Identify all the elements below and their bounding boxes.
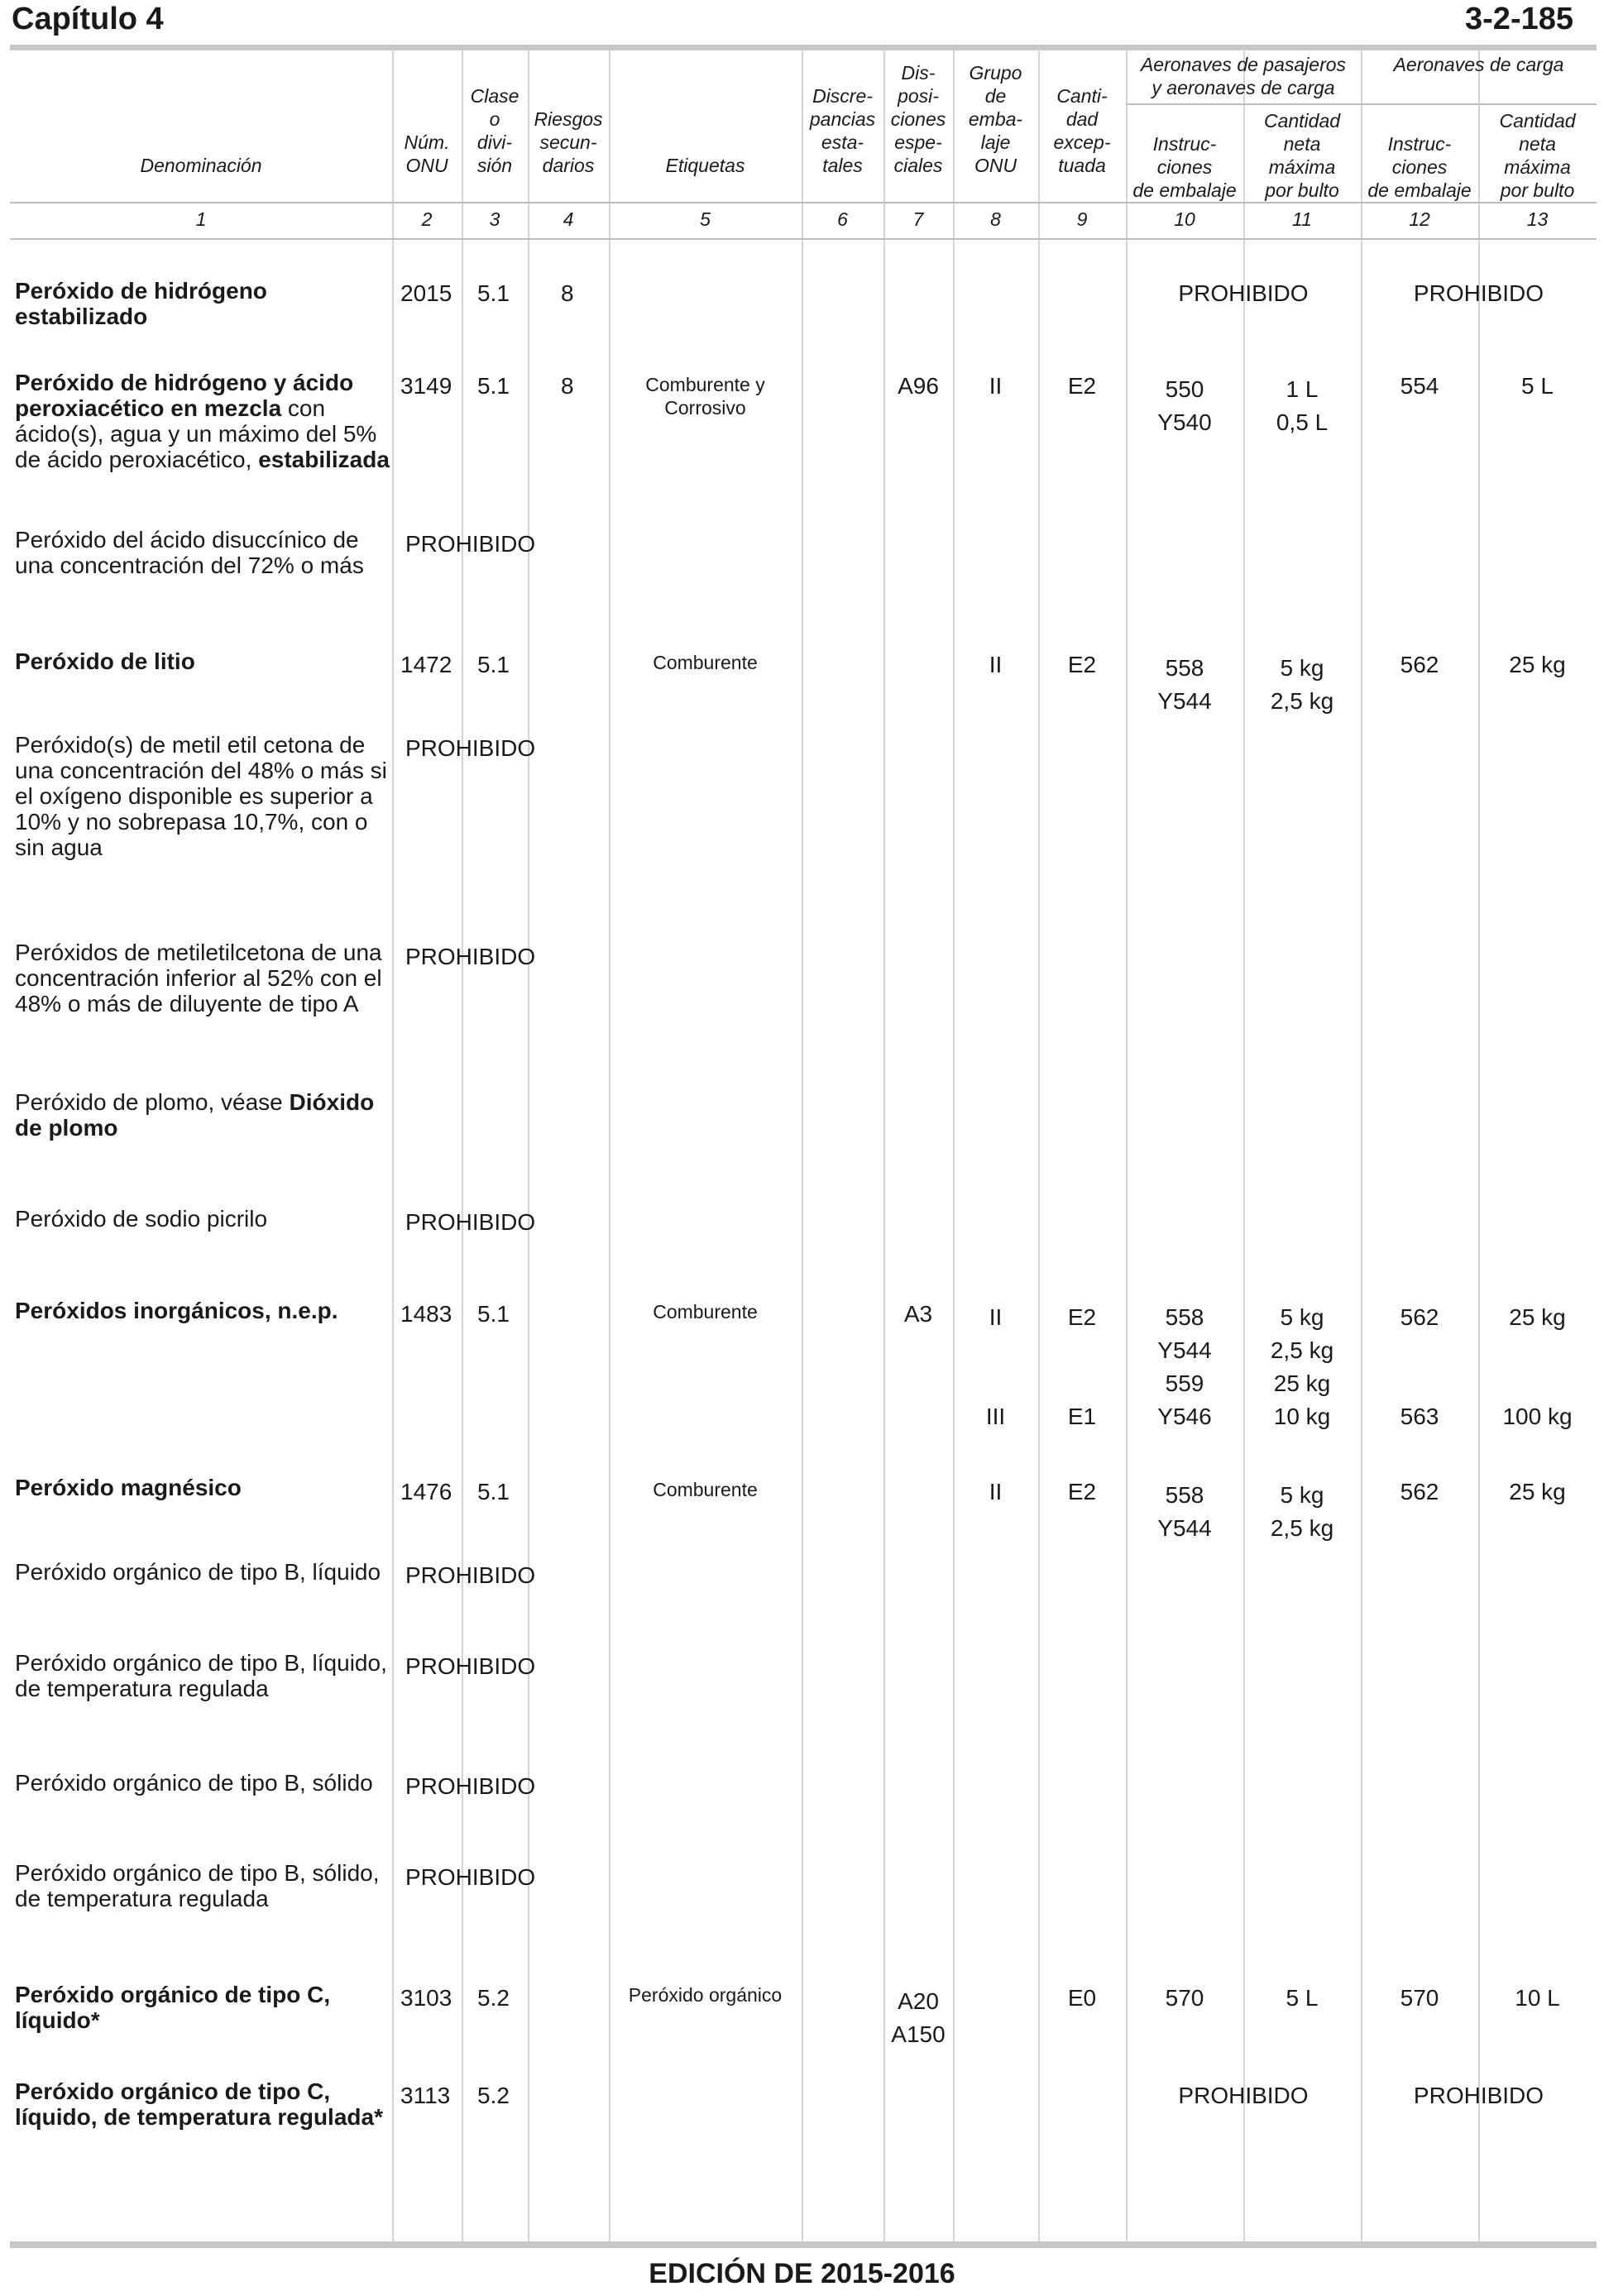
cargo-status: PROHIBIDO [1413, 2083, 1544, 2108]
entry-name: Peróxido del ácido disuccínico de una concentración del 72% o más [15, 527, 364, 578]
header-cargo-aircraft: Aeronaves de carga [1393, 54, 1564, 75]
entry-name: Peróxido orgánico de tipo B, líquido, de temperatura regulada [15, 1650, 387, 1701]
col-divider [392, 50, 394, 2243]
max-net-quantity: 5 kg 2,5 kg 25 kg 10 kg [1270, 1304, 1334, 1429]
subsidiary-risk: 8 [561, 373, 574, 399]
column-number: 6 [837, 208, 848, 230]
header-class: Clase o divi- sión [470, 85, 520, 176]
entry-name: Peróxido(s) de metil etil cetona de una concentración del 48% o más si el oxígeno disponible es superior a 10% y no sobrepasa 10,7%, con o sin agua [15, 732, 387, 860]
bottom-rule [10, 2241, 1597, 2248]
packing-instruction: 558 Y544 559 Y546 [1157, 1304, 1212, 1429]
column-number: 5 [700, 208, 711, 230]
top-rule [10, 45, 1597, 50]
entry-name-bold-end: estabilizada [258, 447, 390, 472]
subsidiary-risk: 8 [561, 280, 574, 306]
entry-name [15, 370, 390, 472]
max-net-quantity: 1 L 0,5 L [1276, 376, 1329, 435]
header-denominacion: Denominación [140, 155, 262, 176]
un-number: 1476 [400, 1479, 452, 1504]
header-state-variations: Discre- pancias esta- tales [809, 85, 876, 176]
cargo-packing-instruction: 554 [1400, 373, 1439, 399]
prohibited-status: PROHIBIDO [405, 1773, 536, 1799]
prohibited-status: PROHIBIDO [405, 944, 536, 969]
un-number: 2015 [400, 280, 452, 306]
column-number: 4 [563, 208, 574, 230]
packing-instruction: 558 Y544 [1157, 655, 1212, 714]
cargo-status: PROHIBIDO [1413, 280, 1544, 306]
packing-instruction: 550 Y540 [1157, 376, 1212, 435]
special-provisions: A20 A150 [891, 1988, 946, 2047]
class-division: 5.1 [477, 373, 510, 399]
un-number: 3103 [400, 1985, 452, 2011]
column-number: 12 [1409, 208, 1430, 230]
entry-name-bold: Peróxido de hidrógeno y ácido peroxiacético en mezcla [15, 370, 354, 421]
passenger-status: PROHIBIDO [1178, 2083, 1309, 2108]
header-subsidiary-risk: Riesgos secun- darios [534, 108, 603, 176]
column-number: 1 [195, 208, 207, 230]
column-number: 9 [1076, 208, 1088, 230]
column-number: 11 [1292, 208, 1312, 230]
entry-name: Peróxidos inorgánicos, n.e.p. [15, 1298, 338, 1323]
header-cargo-max-net-quantity: Cantidad neta máxima por bulto [1499, 110, 1576, 201]
labels: Peróxido orgánico [628, 1984, 783, 2006]
labels: Comburente y Corrosivo [645, 374, 765, 419]
column-number: 7 [912, 208, 924, 230]
header-special-provisions: Dis- posi- ciones espe- ciales [890, 62, 946, 176]
edition-footer: EDICIÓN DE 2015-2016 [649, 2258, 955, 2289]
entry-name: Peróxido orgánico de tipo C, líquido, de temperatura regulada* [15, 2078, 383, 2130]
cargo-packing-instruction: 570 [1400, 1985, 1439, 2011]
prohibited-status: PROHIBIDO [405, 1209, 536, 1235]
header-passenger-aircraft: Aeronaves de pasajeros y aeronaves de carga [1140, 54, 1347, 98]
cargo-packing-instruction: 562 [1400, 652, 1439, 677]
class-division: 5.2 [477, 2083, 510, 2108]
packing-group: II [989, 1479, 1003, 1504]
prohibited-status: PROHIBIDO [405, 531, 536, 557]
entry-name: Peróxido orgánico de tipo B, líquido [15, 1559, 381, 1585]
entry-name: Peróxido orgánico de tipo B, sólido, de temperatura regulada [15, 1860, 380, 1911]
cargo-packing-instruction: 562 563 [1400, 1304, 1439, 1429]
packing-instruction: 558 Y544 [1157, 1482, 1212, 1541]
un-number: 1483 [400, 1301, 452, 1327]
cargo-max-net-quantity: 25 kg [1509, 652, 1566, 677]
class-division: 5.1 [477, 1479, 510, 1504]
entry-name: Peróxido de litio [15, 648, 195, 674]
max-net-quantity: 5 kg 2,5 kg [1270, 1482, 1334, 1541]
column-number: 8 [990, 208, 1001, 230]
excepted-quantity: E2 [1067, 1479, 1097, 1504]
packing-group: II [989, 373, 1003, 399]
header-cargo-packing-instruction: Instruc- ciones de embalaje [1367, 133, 1472, 201]
cargo-max-net-quantity: 25 kg [1509, 1479, 1566, 1504]
excepted-quantity: E2 [1067, 652, 1097, 677]
prohibited-status: PROHIBIDO [405, 735, 536, 761]
header-packing-instruction: Instruc- ciones de embalaje [1132, 133, 1237, 201]
numbers-rule [10, 238, 1597, 240]
header-labels: Etiquetas [665, 155, 745, 176]
excepted-quantity: E2 [1067, 373, 1097, 399]
packing-group: II III [985, 1304, 1006, 1429]
column-number: 2 [421, 208, 433, 230]
excepted-quantity: E0 [1067, 1985, 1097, 2011]
header-max-net-quantity: Cantidad neta máxima por bulto [1263, 110, 1341, 201]
prohibited-status: PROHIBIDO [405, 1864, 536, 1890]
class-division: 5.1 [477, 280, 510, 306]
labels: Comburente [653, 1301, 758, 1323]
entry-name: Peróxidos de metiletilcetona de una concentración inferior al 52% con el 48% o más de diluyente de tipo A [15, 940, 382, 1016]
entry-name: Peróxido de hidrógeno estabilizado [15, 278, 267, 329]
class-division: 5.1 [477, 652, 510, 677]
labels: Comburente [653, 652, 758, 673]
cargo-max-net-quantity: 10 L [1515, 1985, 1560, 2011]
page-number: 3-2-185 [1465, 2, 1573, 36]
column-number: 3 [489, 208, 500, 230]
packing-instruction: 570 [1165, 1985, 1204, 2011]
entry-name: Peróxido de sodio picrilo [15, 1206, 268, 1232]
un-number: 1472 [400, 652, 452, 677]
group-rule [1126, 103, 1597, 105]
max-net-quantity: 5 kg 2,5 kg [1270, 655, 1334, 714]
special-provisions: A3 [903, 1301, 933, 1327]
entry-name: Peróxido orgánico de tipo C, líquido* [15, 1982, 331, 2033]
un-number: 3149 [400, 373, 452, 399]
entry-name [15, 1089, 374, 1141]
prohibited-status: PROHIBIDO [405, 1562, 536, 1588]
excepted-quantity: E2 E1 [1067, 1304, 1097, 1429]
col-divider [462, 50, 463, 2243]
prohibited-status: PROHIBIDO [405, 1653, 536, 1679]
header-rule [10, 202, 1597, 203]
class-division: 5.1 [477, 1301, 510, 1327]
col-divider [528, 50, 529, 2243]
cargo-max-net-quantity: 25 kg 100 kg [1502, 1304, 1573, 1429]
col-divider [802, 50, 803, 2243]
entry-name: Peróxido orgánico de tipo B, sólido [15, 1770, 373, 1796]
cargo-max-net-quantity: 5 L [1521, 373, 1554, 399]
packing-group: II [989, 652, 1003, 677]
un-number: 3113 [400, 2083, 451, 2108]
class-division: 5.2 [477, 1985, 510, 2011]
header-packing-group: Grupo de emba- laje ONU [968, 62, 1023, 176]
column-number: 13 [1526, 208, 1549, 230]
chapter-title: Capítulo 4 [12, 2, 164, 36]
header-un-number: Núm. ONU [404, 132, 450, 176]
entry-name-regular: con ácido(s), agua y un máximo del 5% de ácido peroxiacético, [15, 395, 377, 472]
column-number: 10 [1174, 208, 1195, 230]
max-net-quantity: 5 L [1286, 1985, 1319, 2011]
entry-name-bold: Dióxido de plomo [15, 1089, 375, 1141]
entry-name: Peróxido magnésico [15, 1475, 242, 1500]
passenger-status: PROHIBIDO [1178, 280, 1309, 306]
entry-name-regular: Peróxido de plomo, véase [15, 1089, 290, 1115]
header-excepted-quantity: Canti- dad excep- tuada [1053, 85, 1111, 176]
special-provisions: A96 [898, 373, 939, 399]
labels: Comburente [653, 1479, 758, 1500]
cargo-packing-instruction: 562 [1400, 1479, 1439, 1504]
